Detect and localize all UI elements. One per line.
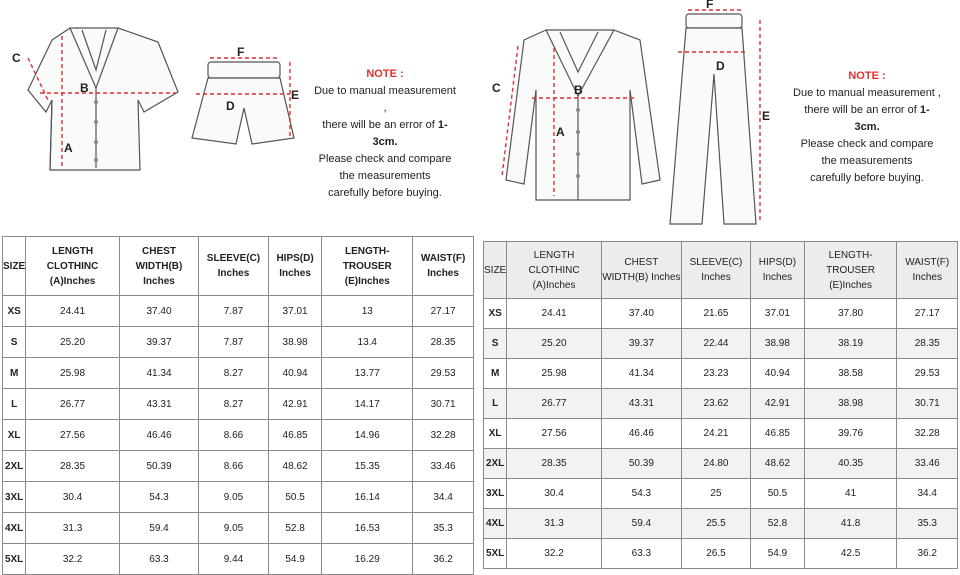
measurement-cell: 8.66 [199,451,269,482]
measurement-cell: 29.53 [897,359,958,389]
measurement-cell: 14.96 [322,420,413,451]
measurement-cell: 41 [804,479,897,509]
measurement-cell: 36.2 [897,539,958,569]
note-line: the measurements [339,170,431,182]
measurement-cell: 23.62 [681,389,750,419]
size-cell: 3XL [3,482,26,513]
measurement-cell: 42.91 [268,389,322,420]
measurement-cell: 48.62 [751,449,805,479]
measurement-cell: 30.4 [26,482,120,513]
table-row [484,509,958,539]
table-row [484,359,958,389]
measurement-cell: 25.98 [507,359,602,389]
size-cell: 5XL [3,544,26,575]
measurement-cell: 50.5 [751,479,805,509]
measurement-cell: 50.39 [601,449,681,479]
note-title: NOTE : [366,68,404,80]
measurement-cell: 38.98 [804,389,897,419]
table-row [3,420,474,451]
size-cell: S [484,329,507,359]
column-header: LENGTH CLOTHINC (A)Inches [507,242,602,299]
measurement-cell: 34.4 [413,482,474,513]
label-d: D [226,99,235,113]
shorts-illustration [192,62,294,144]
measurement-cell: 31.3 [26,513,120,544]
note-line: carefully before buying. [810,172,924,184]
note-title: NOTE : [848,70,886,82]
column-header: CHEST WIDTH(B) Inches [119,237,198,296]
long-sleeve-set-panel [480,0,960,559]
column-header: WAIST(F) Inches [413,237,474,296]
measurement-cell: 59.4 [119,513,198,544]
size-cell: XL [3,420,26,451]
size-cell: 2XL [3,451,26,482]
measurement-cell: 36.2 [413,544,474,575]
note-line: Due to manual measurement , [314,85,456,114]
table-row [484,389,958,419]
measurement-cell: 32.2 [26,544,120,575]
table-header-row [3,237,474,296]
measurement-cell: 9.05 [199,482,269,513]
measurement-cell: 40.94 [751,359,805,389]
table-header-row [484,242,958,299]
measurement-cell: 40.35 [804,449,897,479]
measurement-cell: 29.53 [413,358,474,389]
measurement-cell: 16.53 [322,513,413,544]
label-a: A [556,125,565,139]
measurement-cell: 13.4 [322,327,413,358]
label-f: F [237,45,245,59]
measurement-cell: 8.66 [199,420,269,451]
table-row [3,482,474,513]
measurement-cell: 48.62 [268,451,322,482]
note-line: Please check and compare [800,138,934,150]
measurement-cell: 25.20 [26,327,120,358]
measurement-cell: 27.17 [897,299,958,329]
measurement-cell: 43.31 [601,389,681,419]
measurement-note [792,68,942,187]
size-cell: XS [3,296,26,327]
size-cell: S [3,327,26,358]
size-chart-table [483,241,958,569]
measurement-cell: 27.56 [507,419,602,449]
measurement-cell: 22.44 [681,329,750,359]
measurement-cell: 13.77 [322,358,413,389]
measurement-cell: 33.46 [413,451,474,482]
measurement-cell: 38.58 [804,359,897,389]
table-row [3,451,474,482]
label-e: E [762,109,771,123]
column-header: SLEEVE(C) Inches [681,242,750,299]
measurement-cell: 37.80 [804,299,897,329]
column-header: WAIST(F) Inches [897,242,958,299]
measurement-cell: 34.4 [897,479,958,509]
measurement-cell: 35.3 [897,509,958,539]
measurement-cell: 28.35 [413,327,474,358]
measurement-cell: 28.35 [507,449,602,479]
measurement-cell: 63.3 [601,539,681,569]
label-b: B [574,83,583,97]
measurement-cell: 38.98 [268,327,322,358]
measurement-cell: 7.87 [199,327,269,358]
table-row [484,329,958,359]
measurement-cell: 16.14 [322,482,413,513]
measurement-cell: 37.40 [601,299,681,329]
measurement-cell: 39.37 [119,327,198,358]
measurement-cell: 9.05 [199,513,269,544]
measurement-cell: 52.8 [751,509,805,539]
measurement-cell: 50.5 [268,482,322,513]
size-cell: M [484,359,507,389]
table-row [484,479,958,509]
label-a: A [64,141,73,155]
measurement-cell: 43.31 [119,389,198,420]
table-row [484,299,958,329]
size-cell: 4XL [484,509,507,539]
measurement-cell: 33.46 [897,449,958,479]
measurement-cell: 28.35 [26,451,120,482]
measurement-cell: 25.98 [26,358,120,389]
measurement-cell: 21.65 [681,299,750,329]
measurement-cell: 24.41 [26,296,120,327]
measurement-cell: 54.9 [268,544,322,575]
label-c: C [492,81,501,95]
measurement-cell: 46.85 [751,419,805,449]
measurement-cell: 30.71 [413,389,474,420]
size-cell: M [3,358,26,389]
measurement-cell: 46.85 [268,420,322,451]
size-cell: XS [484,299,507,329]
measurement-cell: 59.4 [601,509,681,539]
label-b: B [80,81,89,95]
measurement-cell: 24.41 [507,299,602,329]
column-header: SIZE [484,242,507,299]
measurement-cell: 23.23 [681,359,750,389]
short-sleeve-set-panel [0,0,480,565]
column-header: SIZE [3,237,26,296]
measurement-cell: 38.98 [751,329,805,359]
measurement-cell: 63.3 [119,544,198,575]
table-row [3,296,474,327]
column-header: HIPS(D) Inches [268,237,322,296]
measurement-cell: 46.46 [119,420,198,451]
note-line: there will be an error of 1-3cm. [804,104,930,133]
measurement-cell: 54.3 [119,482,198,513]
measurement-cell: 35.3 [413,513,474,544]
size-cell: 4XL [3,513,26,544]
measurement-note [312,66,458,202]
measurement-cell: 50.39 [119,451,198,482]
measurement-cell: 41.34 [119,358,198,389]
measurement-cell: 26.77 [26,389,120,420]
column-header: LENGTH-TROUSER (E)Inches [322,237,413,296]
size-cell: 3XL [484,479,507,509]
measurement-cell: 39.37 [601,329,681,359]
measurement-cell: 42.5 [804,539,897,569]
measurement-cell: 39.76 [804,419,897,449]
measurement-cell: 9.44 [199,544,269,575]
size-cell: 5XL [484,539,507,569]
measurement-cell: 26.77 [507,389,602,419]
table-row [484,449,958,479]
size-cell: 2XL [484,449,507,479]
size-cell: L [3,389,26,420]
measurement-cell: 38.19 [804,329,897,359]
measurement-cell: 54.3 [601,479,681,509]
measurement-cell: 32.28 [413,420,474,451]
column-header: CHEST WIDTH(B) Inches [601,242,681,299]
short-sleeve-shirt-illustration [28,28,178,170]
measurement-cell: 46.46 [601,419,681,449]
note-line: Due to manual measurement , [793,87,941,99]
measurement-cell: 16.29 [322,544,413,575]
size-cell: L [484,389,507,419]
measurement-cell: 26.5 [681,539,750,569]
measurement-cell: 7.87 [199,296,269,327]
measurement-cell: 32.28 [897,419,958,449]
column-header: SLEEVE(C) Inches [199,237,269,296]
measurement-cell: 27.17 [413,296,474,327]
table-row [3,544,474,575]
long-sleeve-shirt-illustration [506,30,660,200]
size-cell: XL [484,419,507,449]
label-e: E [291,88,300,102]
measurement-cell: 14.17 [322,389,413,420]
measurement-cell: 28.35 [897,329,958,359]
measurement-cell: 15.35 [322,451,413,482]
label-f: F [706,0,714,11]
note-line: the measurements [821,155,913,167]
measurement-cell: 31.3 [507,509,602,539]
measurement-cell: 41.34 [601,359,681,389]
measurement-cell: 25 [681,479,750,509]
label-c: C [12,51,21,65]
table-row [484,419,958,449]
measurement-cell: 25.20 [507,329,602,359]
measurement-cell: 52.8 [268,513,322,544]
measurement-cell: 37.01 [751,299,805,329]
measurement-cell: 13 [322,296,413,327]
column-header: LENGTH-TROUSER (E)Inches [804,242,897,299]
measurement-cell: 32.2 [507,539,602,569]
measurement-cell: 54.9 [751,539,805,569]
measurement-cell: 30.4 [507,479,602,509]
measurement-cell: 41.8 [804,509,897,539]
table-row [3,327,474,358]
measurement-cell: 8.27 [199,358,269,389]
measurement-cell: 30.71 [897,389,958,419]
measurement-cell: 24.80 [681,449,750,479]
table-row [484,539,958,569]
measurement-cell: 40.94 [268,358,322,389]
note-line: Please check and compare [318,153,452,165]
label-d: D [716,59,725,73]
trousers-illustration [670,14,756,224]
table-row [3,358,474,389]
column-header: HIPS(D) Inches [751,242,805,299]
size-chart-table [2,236,474,575]
table-row [3,389,474,420]
measurement-cell: 42.91 [751,389,805,419]
table-row [3,513,474,544]
measurement-cell: 24.21 [681,419,750,449]
column-header: LENGTH CLOTHINC (A)Inches [26,237,120,296]
note-line: there will be an error of 1-3cm. [322,119,448,148]
measurement-cell: 37.01 [268,296,322,327]
note-line: carefully before buying. [328,187,442,199]
measurement-cell: 27.56 [26,420,120,451]
measurement-cell: 25.5 [681,509,750,539]
measurement-cell: 37.40 [119,296,198,327]
measurement-cell: 8.27 [199,389,269,420]
